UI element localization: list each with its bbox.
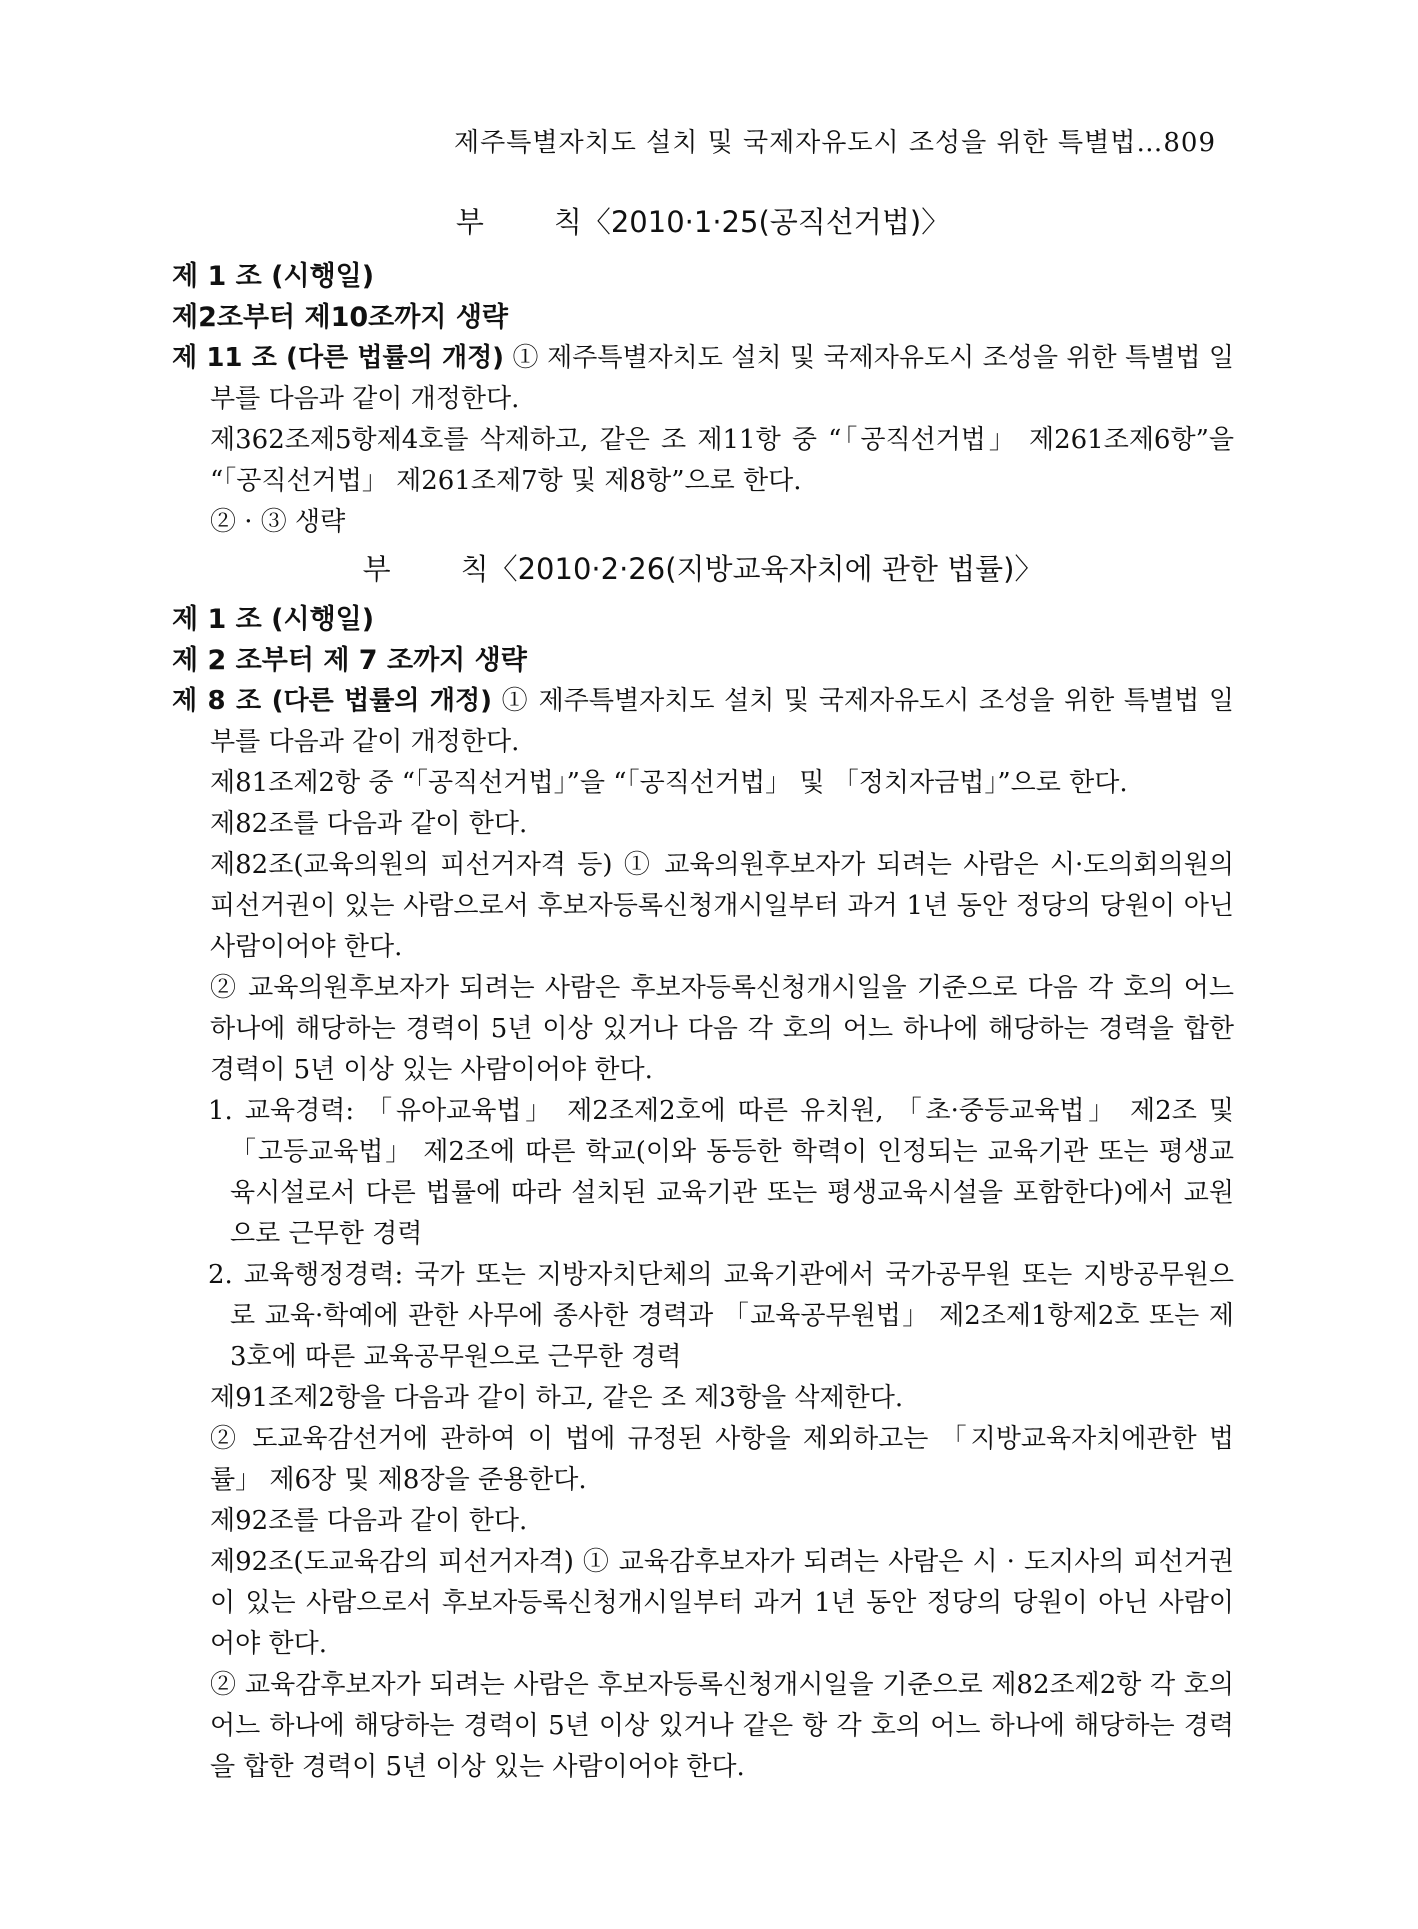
article-2-10-omitted: 제2조부터 제10조까지 생략 xyxy=(172,302,508,333)
article-2-7-omitted: 제 2 조부터 제 7 조까지 생략 xyxy=(172,645,527,676)
addenda-heading-2010-02-26 xyxy=(172,547,1234,591)
addenda-heading-2010-01-25 xyxy=(172,200,1234,244)
article-1-title: 제 1 조 (시행일) xyxy=(172,261,375,292)
amendment-paragraph: 제82조를 다음과 같이 한다. xyxy=(210,809,528,839)
article-8-text: ① 제주특별자치도 설치 및 국제자유도시 조성을 위한 특별법 일부를 다음과 같이 개정한다. xyxy=(210,686,1234,757)
heading-bu: 부 xyxy=(455,205,484,239)
amendment-paragraph: 제91조제2항을 다음과 같이 하고, 같은 조 제3항을 삭제한다. xyxy=(210,1383,904,1413)
amendment-paragraph: ② 도교육감선거에 관하여 이 법에 규정된 사항을 제외하고는 「지방교육자치에관한 법률」 제6장 및 제8장을 준용한다. xyxy=(210,1424,1234,1495)
amendment-paragraph: 제92조를 다음과 같이 한다. xyxy=(210,1506,528,1536)
amendment-paragraph: 제82조(교육의원의 피선거자격 등) ① 교육의원후보자가 되려는 사람은 시·도의회의원의 피선거권이 있는 사람으로서 후보자등록신청개시일부터 과거 1년 동안 정당의 당원이 아닌 사람이어야 한다. xyxy=(210,850,1234,962)
heading-title: 칙〈2010·1·25(공직선거법)〉 xyxy=(553,205,951,239)
article-1-title: 제 1 조 (시행일) xyxy=(172,604,375,635)
article-11-amendment: 제362조제5항제4호를 삭제하고, 같은 조 제11항 중 “「공직선거법」 제261조제6항”을 “「공직선거법」 제261조제7항 및 제8항”으로 한다. xyxy=(210,425,1234,496)
amendment-paragraph: ② 교육의원후보자가 되려는 사람은 후보자등록신청개시일을 기준으로 다음 각 호의 어느 하나에 해당하는 경력이 5년 이상 있거나 다음 각 호의 어느 하나에 해당하는 경력을 합한 경력이 5년 이상 있는 사람이어야 한다. xyxy=(210,973,1234,1085)
article-8 xyxy=(172,681,1234,763)
running-header: 제주특별자치도 설치 및 국제자유도시 조성을 위한 특별법…809 xyxy=(454,128,1216,158)
amendment-paragraph: 제81조제2항 중 “「공직선거법」”을 “「공직선거법」 및 「정치자금법」”으로 한다. xyxy=(210,768,1128,798)
amendment-paragraph: ② 교육감후보자가 되려는 사람은 후보자등록신청개시일을 기준으로 제82조제2항 각 호의 어느 하나에 해당하는 경력이 5년 이상 있거나 같은 항 각 호의 어느 하나에 해당하는 경력을 합한 경력이 5년 이상 있는 사람이어야 한다. xyxy=(210,1670,1234,1782)
list-item: 1. 교육경력: 「유아교육법」 제2조제2호에 따른 유치원, 「초·중등교육법」 제2조 및 「고등교육법」 제2조에 따른 학교(이와 동등한 학력이 인정되는 교육기관 또는 평생교육시설로서 다른 법률에 따라 설치된 교육기관 또는 평생교육시설을 포함한다)에서 교원으로 근무한 경력 xyxy=(208,1096,1234,1249)
article-11 xyxy=(172,338,1234,420)
article-8-title: 제 8 조 (다른 법률의 개정) xyxy=(172,686,493,716)
article-11-omitted: ② · ③ 생략 xyxy=(210,507,346,537)
heading-bu: 부 xyxy=(362,552,391,586)
article-11-title: 제 11 조 (다른 법률의 개정) xyxy=(172,343,505,373)
heading-title: 칙〈2010·2·26(지방교육자치에 관한 법률)〉 xyxy=(460,552,1044,586)
document-body xyxy=(172,200,1234,1788)
article-11-text: ① 제주특별자치도 설치 및 국제자유도시 조성을 위한 특별법 일부를 다음과 같이 개정한다. xyxy=(210,343,1234,414)
list-item: 2. 교육행정경력: 국가 또는 지방자치단체의 교육기관에서 국가공무원 또는 지방공무원으로 교육·학예에 관한 사무에 종사한 경력과 「교육공무원법」 제2조제1항제2호 또는 제3호에 따른 교육공무원으로 근무한 경력 xyxy=(208,1260,1234,1372)
amendment-paragraph: 제92조(도교육감의 피선거자격) ① 교육감후보자가 되려는 사람은 시 · 도지사의 피선거권이 있는 사람으로서 후보자등록신청개시일부터 과거 1년 동안 정당의 당원이 아닌 사람이어야 한다. xyxy=(210,1547,1234,1659)
